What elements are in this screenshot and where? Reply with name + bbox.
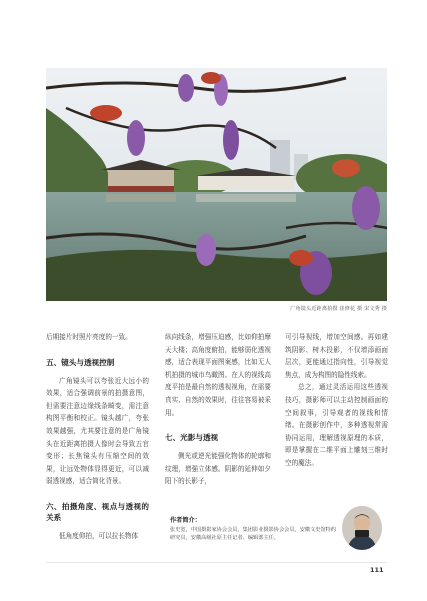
column-1 bbox=[46, 331, 149, 543]
col2-paragraph-1: 纵向线条，增强压迫感，比如仰拍摩天大楼；高角度俯拍，能够弱化透视感，适合表现平面图案感，比如无人机拍摄的城市鸟瞰图。在人的视线高度平拍是最自然的透视视角，在需要真实、自然的效果时，往往容易被采用。 bbox=[165, 333, 271, 417]
author-bio-text: 张史宽，中国摄影家协会会员，集团影业摄影协会会员，安徽文史馆特约研究员，安徽高级社原主任记者、编辑部主任。 bbox=[170, 527, 337, 542]
wisteria-photo bbox=[46, 68, 387, 301]
page-number: 111 bbox=[370, 566, 384, 574]
author-portrait-icon bbox=[342, 506, 382, 550]
col1-paragraph-2: 广角镜头可以夸张近大远小的效果，适合强调前景的拍摄意图，但需要注意边缘线条畸变，需注意构图平衡和校正。镜头越广，夸张效果越强，尤其要注意的是广角镜头在近距离拍摄人像时会导致五官变形；长焦镜头有压缩空间的效果，让远处物体显得更近，可以减弱透视感，适合简化背景。 bbox=[46, 376, 149, 486]
col3-paragraph-1: 可引导视线，增加空间感。再如建筑阴影、树木投影，不仅增添画面层次，更能通过指向性，引导视觉焦点，成为构图的隐性线索。 bbox=[285, 333, 388, 379]
author-bio-title: 作者简介： bbox=[170, 517, 201, 524]
col1-paragraph-1: 后期接片时照片亮度的一致。 bbox=[46, 333, 132, 341]
col1-paragraph-3: 低角度仰拍，可以拉长物体 bbox=[59, 531, 139, 540]
heading-section-7: 七、光影与透视 bbox=[165, 433, 219, 443]
column-2 bbox=[165, 331, 271, 488]
photo-caption: 广角镜头近距离拍摄 崔修花 摄 宋文秀 摄 bbox=[290, 306, 387, 312]
heading-section-5: 五、镜头与透视控制 bbox=[46, 357, 115, 367]
column-3 bbox=[285, 331, 388, 470]
footer-divider bbox=[46, 562, 387, 563]
author-bio bbox=[170, 517, 340, 543]
col3-paragraph-2: 总之，通过灵活运用这些透视技巧，摄影师可以主动控制画面的空间叙事，引导观者的视线和情绪。在摄影创作中，多种透视常需协同运用，理解透视原理的本质，即是掌握在二维平面上雕刻三维时空的魔法。 bbox=[285, 383, 388, 467]
heading-section-6: 六、拍摄角度、视点与透视的关系 bbox=[46, 501, 149, 522]
col2-paragraph-2: 侧光或逆光能强化物体的轮廓和纹理，增强立体感。阴影的延伸如夕阳下的长影子， bbox=[165, 452, 271, 486]
